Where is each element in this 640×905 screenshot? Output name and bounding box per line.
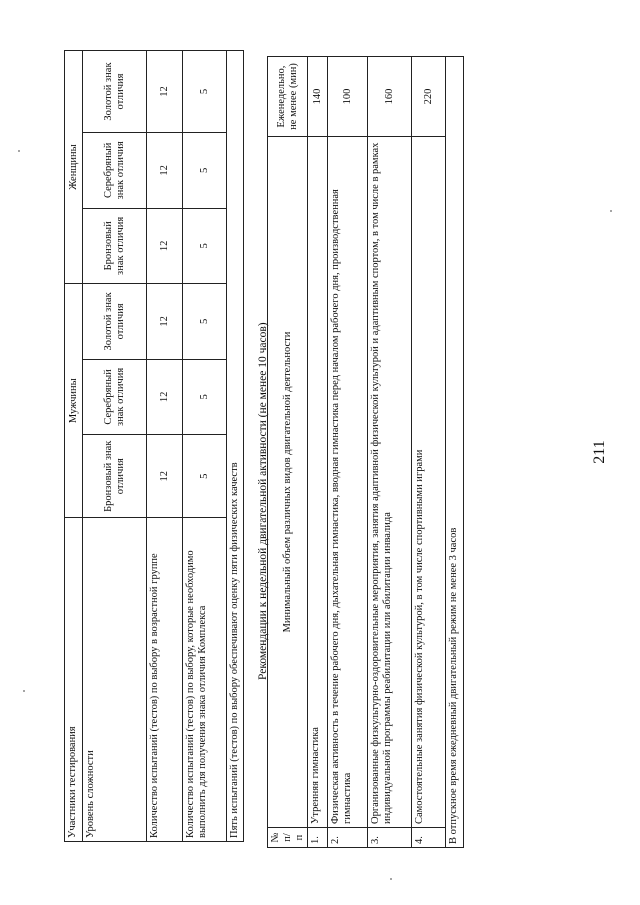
scan-speck — [18, 150, 20, 152]
row-minutes: 220 — [412, 57, 446, 137]
row-num: 1. — [308, 828, 328, 848]
row-num: 3. — [368, 828, 412, 848]
table1-footnote: Пять испытаний (тестов) по выбору обеспечивают оценку пяти физических качеств — [227, 51, 244, 842]
table-cell: 12 — [147, 133, 183, 209]
table-cell: 12 — [147, 435, 183, 518]
level-label: Уровень сложности — [83, 518, 147, 842]
table-cell: 5 — [183, 208, 227, 284]
table-cell: 5 — [183, 51, 227, 133]
table-cell: 12 — [147, 359, 183, 435]
participants-label: Участники тестирования — [65, 518, 83, 842]
row-activity: Физическая активность в течение рабочего дня, дыхательная гимнастика, вводная гимнастика перед началом рабочего дня, производственная гимнастика — [328, 137, 368, 828]
men-silver-header: Серебряный знак отличия — [83, 359, 147, 435]
row-tests-count-label: Количество испытаний (тестов) по выбору в возрастной группе — [147, 518, 183, 842]
row-activity: Утренняя гимнастика — [308, 137, 328, 828]
table-cell: 5 — [183, 435, 227, 518]
table-cell: 5 — [183, 284, 227, 360]
row-tests-required-label: Количество испытаний (тестов) по выбору, которые необходимо выполнить для получения знака отличия Комплекса — [183, 518, 227, 842]
row-activity: Организованные физкультурно-оздоровительные мероприятия, занятия адаптивной физической культурой и адаптивным спортом, в том числе в рамках индивидуальной программы реабилитации или абилитации инвалида — [368, 137, 412, 828]
women-header: Женщины — [65, 51, 83, 284]
scan-speck — [610, 210, 612, 212]
test-levels-table-block — [64, 50, 241, 842]
page-number: 211 — [591, 440, 608, 464]
table-cell: 12 — [147, 284, 183, 360]
row-minutes: 100 — [328, 57, 368, 137]
men-header: Мужчины — [65, 284, 83, 518]
table-cell: 12 — [147, 208, 183, 284]
row-num: 4. — [412, 828, 446, 848]
table-cell: 5 — [183, 359, 227, 435]
activity-table — [267, 56, 464, 848]
scan-speck — [23, 690, 25, 692]
activity-table-block — [267, 56, 461, 848]
activity-table-caption: Рекомендации к недельной двигательной активности (не менее 10 часов) — [257, 322, 269, 680]
table-cell: 5 — [183, 133, 227, 209]
row-num: 2. — [328, 828, 368, 848]
row-minutes: 160 — [368, 57, 412, 137]
row-minutes: 140 — [308, 57, 328, 137]
row-activity: Самостоятельные занятия физической культурой, в том числе спортивными играми — [412, 137, 446, 828]
col-weekly-header: Еженедельно, не менее (мин) — [268, 57, 308, 137]
women-bronze-header: Бронзовый знак отличия — [83, 208, 147, 284]
women-gold-header: Золотой знак отличия — [83, 51, 147, 133]
table-cell: 12 — [147, 51, 183, 133]
col-num-header: № п/п — [268, 828, 308, 848]
men-bronze-header: Бронзовый знак отличия — [83, 435, 147, 518]
col-activity-header: Минимальный объем различных видов двигательной деятельности — [268, 137, 308, 828]
men-gold-header: Золотой знак отличия — [83, 284, 147, 360]
table2-footnote: В отпускное время ежедневный двигательный режим не менее 3 часов — [446, 57, 464, 848]
scan-speck — [390, 878, 392, 880]
women-silver-header: Серебряный знак отличия — [83, 133, 147, 209]
test-levels-table — [64, 50, 244, 842]
